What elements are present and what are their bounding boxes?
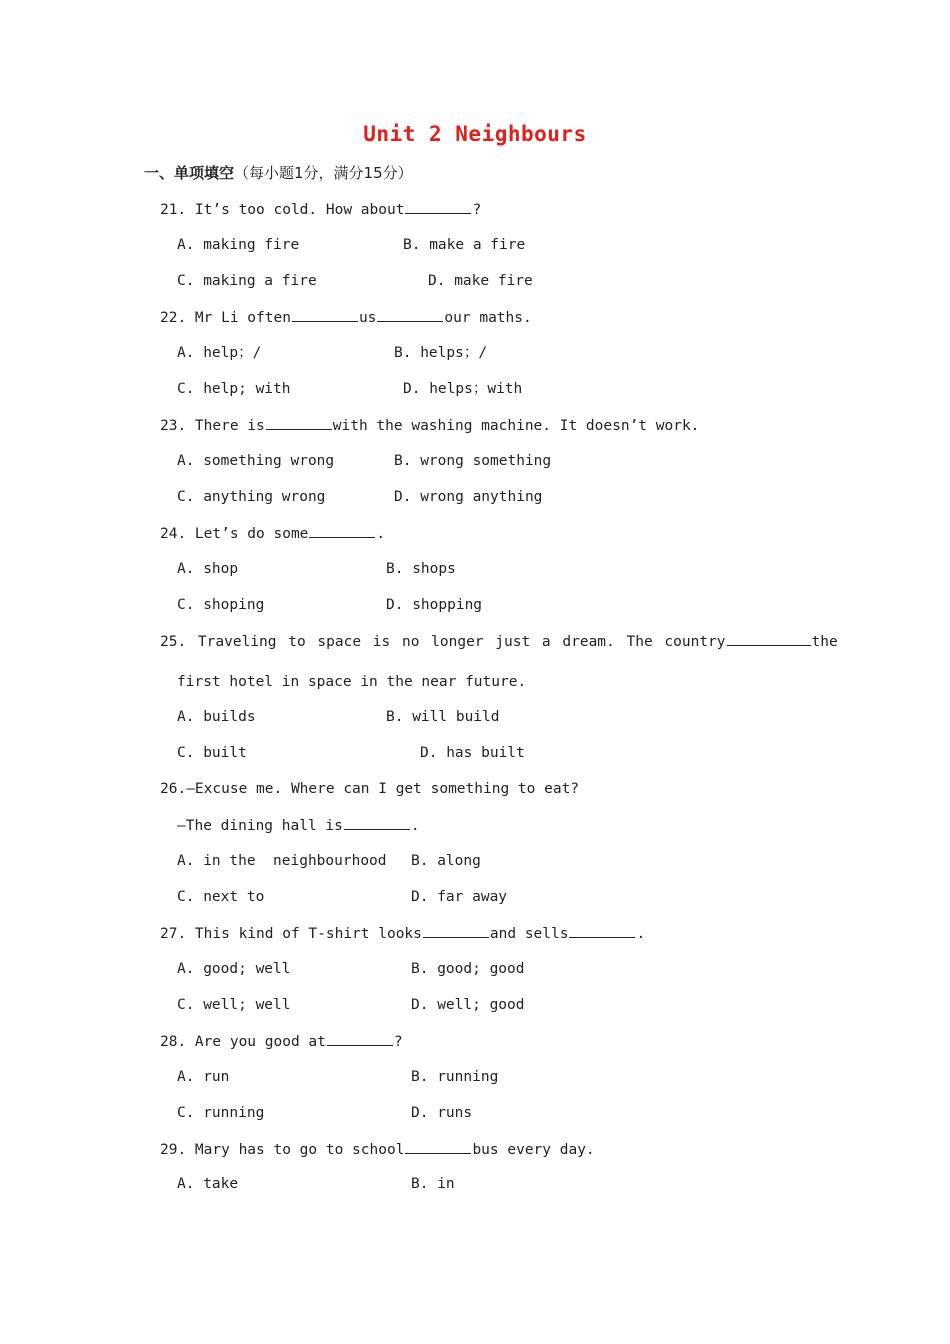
question-24-option-b: B. shops: [386, 561, 456, 577]
answer-blank: [266, 415, 332, 430]
question-24-option-d: D. shopping: [386, 597, 483, 613]
question-26-option-c: C. next to: [177, 889, 265, 905]
question-24-option-a: A. shop: [177, 561, 239, 577]
question-21-stem: 21. It’s too cold. How about ?: [160, 199, 481, 220]
question-26-option-d: D. far away: [411, 889, 508, 905]
question-21-option-a: A. making fire: [177, 237, 300, 253]
question-28-option-a: A. run: [177, 1069, 230, 1085]
answer-blank: [292, 307, 358, 322]
section-heading-note: （每小题1分，满分15分）: [234, 164, 413, 182]
question-27-option-a: A. good; well: [177, 961, 291, 977]
question-24-stem: 24. Let’s do some .: [160, 523, 385, 544]
question-26-stem-line2: —The dining hall is .: [177, 815, 420, 836]
question-25-stem-line2: first hotel in space in the near future.: [177, 674, 527, 690]
section-heading: [144, 162, 413, 183]
question-29-option-a: A. take: [177, 1176, 239, 1192]
answer-blank: [344, 815, 410, 830]
question-23-option-a: A. something wrong: [177, 453, 335, 469]
question-27-stem: 27. This kind of T-shirt looks and sells .: [160, 923, 645, 944]
question-26-option-a: A. in the neighbourhood: [177, 853, 387, 869]
question-25-option-a: A. builds: [177, 709, 256, 725]
question-26-option-b: B. along: [411, 853, 481, 869]
question-27-option-b: B. good; good: [411, 961, 525, 977]
question-28-stem: 28. Are you good at ?: [160, 1031, 403, 1052]
question-21-option-b: B. make a fire: [403, 237, 526, 253]
question-21-option-d: D. make fire: [428, 273, 533, 289]
question-26-stem: 26.—Excuse me. Where can I get something to eat?: [160, 781, 580, 797]
question-29-option-b: B. in: [411, 1176, 455, 1192]
question-25-option-b: B. will build: [386, 709, 500, 725]
answer-blank: [309, 523, 375, 538]
answer-blank: [423, 923, 489, 938]
question-23-option-c: C. anything wrong: [177, 489, 326, 505]
question-24-option-c: C. shoping: [177, 597, 265, 613]
question-25-stem: 25. Traveling to space is no longer just a dream. The country the: [160, 631, 838, 652]
question-28-option-c: C. running: [177, 1105, 265, 1121]
question-25-option-d: D. has built: [420, 745, 525, 761]
page-title: Unit 2 Neighbours: [363, 122, 587, 146]
section-heading-label: 一、单项填空: [144, 164, 235, 182]
question-22-option-b: B. helps；/: [394, 345, 488, 361]
question-29-stem: 29. Mary has to go to school bus every day.: [160, 1139, 595, 1160]
question-22-option-d: D. helps；with: [403, 381, 523, 397]
answer-blank: [327, 1031, 393, 1046]
question-25-option-c: C. built: [177, 745, 247, 761]
question-22-option-a: A. help；/: [177, 345, 262, 361]
answer-blank: [377, 307, 443, 322]
answer-blank: [405, 1139, 471, 1154]
answer-blank: [405, 199, 471, 214]
question-28-option-b: B. running: [411, 1069, 499, 1085]
question-28-option-d: D. runs: [411, 1105, 473, 1121]
question-27-option-c: C. well; well: [177, 997, 291, 1013]
question-21-option-c: C. making a fire: [177, 273, 317, 289]
answer-blank: [727, 631, 811, 646]
question-22-stem: 22. Mr Li often us our maths.: [160, 307, 532, 328]
question-23-option-d: D. wrong anything: [394, 489, 543, 505]
question-23-option-b: B. wrong something: [394, 453, 552, 469]
answer-blank: [569, 923, 635, 938]
question-27-option-d: D. well; good: [411, 997, 525, 1013]
question-22-option-c: C. help; with: [177, 381, 291, 397]
question-23-stem: 23. There is with the washing machine. It doesn’t work.: [160, 415, 699, 436]
